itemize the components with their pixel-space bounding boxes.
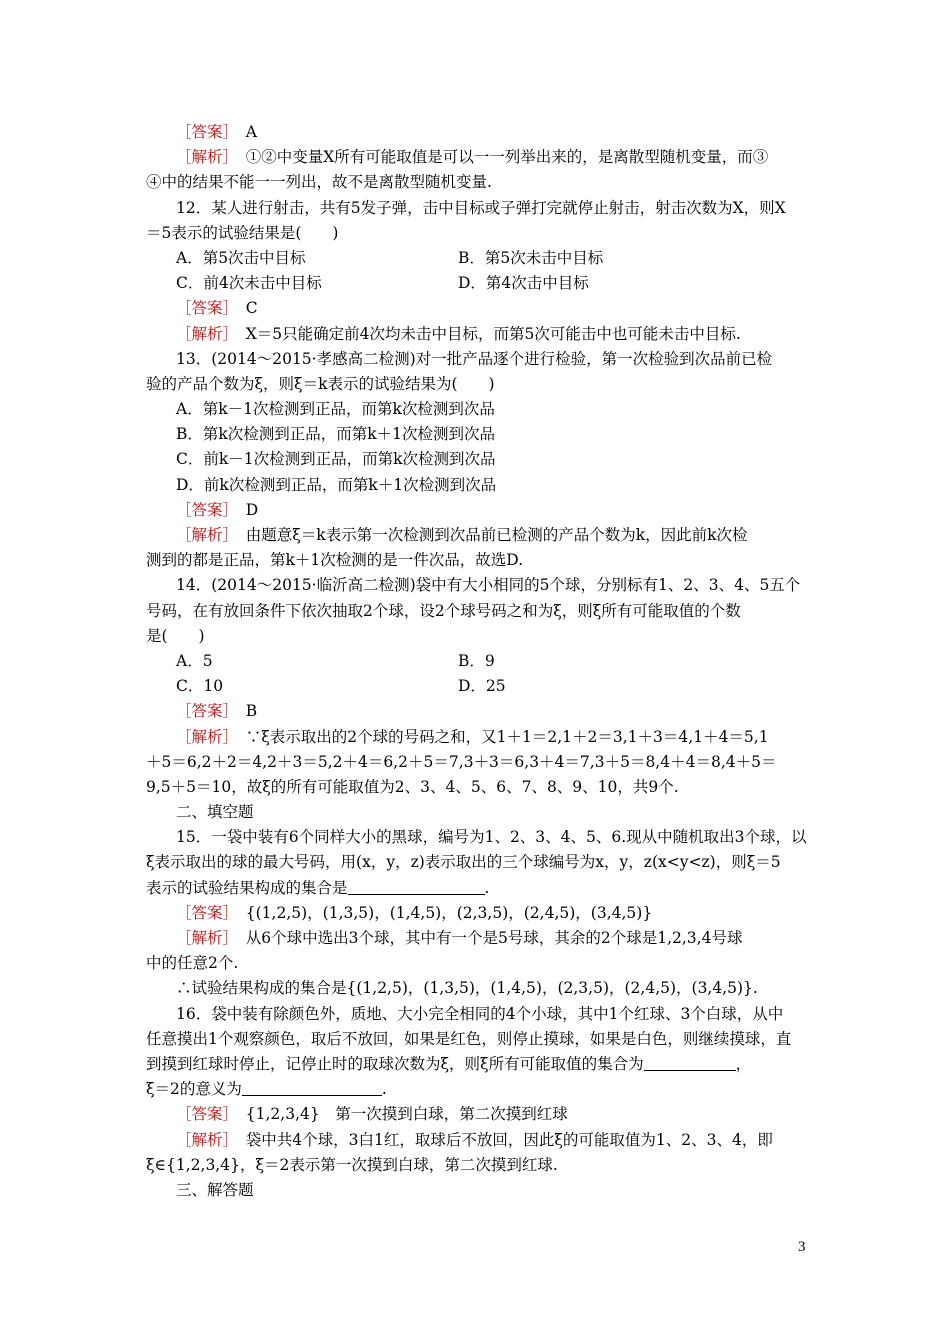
text-line [146, 372, 810, 397]
text-line [146, 170, 810, 195]
line-text: ①②中变量X所有可能取值是可以一一列举出来的，是离散型随机变量，而③ [230, 148, 769, 167]
text-line [146, 1027, 810, 1052]
q15-answer-blank [348, 878, 485, 895]
line-text: B [230, 702, 258, 721]
line-text: C．前k－1次检测到正品，而第k次检测到次品 [176, 450, 496, 469]
text-line [146, 699, 810, 724]
text-line [146, 120, 810, 145]
text-line [146, 1002, 810, 1027]
text-line [146, 1128, 810, 1153]
label-tag: ［解析］ [176, 727, 231, 746]
text-line [146, 800, 810, 825]
label-tag: ［答案］ [176, 299, 231, 318]
text-line [146, 624, 810, 649]
option-row [146, 271, 810, 296]
text-line [146, 296, 810, 321]
line-text: 验的产品个数为ξ，则ξ＝k表示的试验结果为( ) [146, 374, 495, 393]
text-line [146, 750, 810, 775]
q16-answer-blank-2 [242, 1079, 382, 1096]
text-line [146, 397, 810, 422]
line-text: 号码，在有放回条件下依次抽取2个球，设2个球号码之和为ξ，则ξ所有可能取值的个数 [146, 601, 741, 620]
q15-blank-text: 表示的试验结果构成的集合是 [146, 878, 348, 897]
option-row [146, 674, 810, 699]
option-item: B．9 [458, 651, 495, 670]
line-text: 任意摸出1个观察颜色，取后不放回，如果是红色，则停止摸球，如果是白色，则继续摸球，直 [146, 1029, 792, 1048]
label-tag: ［解析］ [176, 148, 231, 167]
label-tag: ［解析］ [176, 526, 231, 544]
line-text: ④中的结果不能一一列出，故不是离散型随机变量. [146, 173, 492, 192]
line-text: 9,5＋5＝10，故ξ的所有可能取值为2、3、4、5、6、7、8、9、10，共9个. [146, 777, 679, 796]
text-line [146, 850, 810, 875]
label-tag: ［解析］ [176, 929, 231, 947]
label-tag: ［答案］ [176, 702, 231, 721]
text-line [146, 599, 810, 624]
q16-blank-line-1: 到摸到红球时停止，记停止时的取球次数为ξ，则ξ所有可能取值的集合为 ， [146, 1054, 752, 1073]
text-line [146, 447, 810, 472]
block-q15-q16 [146, 901, 810, 1052]
option-item: A．5 [176, 651, 213, 670]
text-line [146, 347, 810, 372]
text-line [146, 1102, 810, 1127]
text-line [146, 976, 810, 1001]
line-text: C [230, 299, 258, 318]
option-item: C．10 [176, 677, 224, 696]
option-row [146, 649, 810, 674]
line-text: 15．一袋中装有6个同样大小的黑球，编号为1、2、3、4、5、6.现从中随机取出3个球，以 [176, 828, 807, 847]
text-line [146, 825, 810, 850]
label-tag: ［解析］ [176, 1130, 231, 1149]
label-tag: ［答案］ [176, 500, 231, 519]
line-text: 三、解答题 [176, 1180, 254, 1199]
text-line [146, 221, 810, 246]
line-text: 由题意ξ＝k表示第一次检测到次品前已检测的产品个数为k，因此前k次检 [230, 526, 748, 544]
text-line [146, 422, 810, 447]
line-text: ξ∈{1,2,3,4}，ξ＝2表示第一次摸到白球，第二次摸到红球. [146, 1155, 558, 1174]
option-item: D．第4次击中目标 [458, 274, 589, 293]
q14-options [146, 649, 810, 699]
line-text: 中的任意2个. [146, 954, 239, 973]
line-text: ＝5表示的试验结果是( ) [146, 223, 339, 242]
line-text: {(1,2,5)，(1,3,5)，(1,4,5)，(2,3,5)，(2,4,5)，(3,4,5)} [230, 903, 653, 922]
text-line [146, 926, 810, 951]
text-line [146, 498, 810, 523]
line-text: X＝5只能确定前4次均未击中目标，而第5次可能击中也可能未击中目标. [230, 324, 741, 343]
text-line [146, 322, 810, 347]
text-line [146, 473, 810, 498]
text-line [146, 548, 810, 573]
line-text: D [230, 500, 259, 519]
label-tag: ［答案］ [176, 1105, 231, 1124]
option-row [146, 246, 810, 271]
line-text: ∵ξ表示取出的2个球的号码之和，又1＋1＝2,1＋2＝3,1＋3＝4,1＋4＝5,1 [230, 727, 769, 746]
line-text: A．第k－1次检测到正品，而第k次检测到次品 [176, 400, 495, 419]
q16-blank-line-2: ξ＝2的意义为 . [146, 1080, 387, 1099]
q15-blank-line: 表示的试验结果构成的集合是 . [146, 878, 490, 897]
option-item: D．25 [458, 677, 506, 696]
q16-answer-blank-1 [644, 1054, 736, 1071]
text-line [146, 775, 810, 800]
option-item: A．第5次击中目标 [176, 248, 306, 267]
label-tag: ［解析］ [176, 324, 231, 343]
line-text: D．前k次检测到正品，而第k＋1次检测到次品 [176, 475, 497, 494]
text-line [146, 725, 810, 750]
text-line [146, 523, 810, 548]
line-text: 测到的都是正品，第k＋1次检测的是一件次品，故选D. [146, 551, 524, 570]
line-text: B．第k次检测到正品，而第k＋1次检测到次品 [176, 425, 496, 444]
option-item: B．第5次未击中目标 [458, 248, 604, 267]
block-q12-q14 [146, 296, 810, 649]
line-text: 从6个球中选出3个球，其中有一个是5号球，其余的2个球是1,2,3,4号球 [230, 929, 743, 947]
line-text: 二、填空题 [176, 803, 254, 822]
text-line [146, 1178, 810, 1203]
text-line [146, 196, 810, 221]
line-text: ξ表示取出的球的最大号码，用(x，y，z)表示取出的三个球编号为x，y，z(x<y<z)，则ξ＝5 [146, 853, 781, 872]
text-line [146, 901, 810, 926]
block-q16-tail [146, 1102, 810, 1203]
text-line [146, 1153, 810, 1178]
text-line [146, 573, 810, 598]
line-text: 14．(2014～2015·临沂高二检测)袋中有大小相同的5个球，分别标有1、2、3、4、5五个 [176, 576, 801, 595]
line-text: 是( ) [146, 626, 205, 645]
text-line [146, 951, 810, 976]
line-text: 袋中共4个球，3白1红，取球后不放回，因此ξ的可能取值为1、2、3、4，即 [230, 1130, 773, 1149]
q12-options [146, 246, 810, 296]
line-text: 13．(2014～2015·孝感高二检测)对一批产品逐个进行检验，第一次检验到次品前已检 [176, 349, 773, 368]
block-q11-tail [146, 120, 810, 246]
page-number: 3 [798, 1239, 806, 1255]
block-q14-q15 [146, 699, 810, 875]
line-text: A [230, 123, 257, 141]
line-text: ＋5＝6,2＋2＝4,2＋3＝5,2＋4＝6,2＋5＝7,3＋3＝6,3＋4＝7,3＋5＝8,4＋4＝8,4＋5＝ [146, 752, 777, 771]
label-tag: ［答案］ [176, 903, 231, 922]
line-text: {1,2,3,4} 第一次摸到白球，第二次摸到红球 [230, 1105, 568, 1124]
option-item: C．前4次未击中目标 [176, 274, 322, 293]
label-tag: ［答案］ [176, 123, 231, 141]
line-text: ∴试验结果构成的集合是{(1,2,5)，(1,3,5)，(1,4,5)，(2,3,5)，(2,4,5)，(3,4,5)}. [176, 979, 758, 998]
line-text: 16．袋中装有除颜色外，质地、大小完全相同的4个小球，其中1个红球、3个白球，从中 [176, 1004, 784, 1023]
page-content [146, 120, 810, 1203]
line-text: 12．某人进行射击，共有5发子弹，击中目标或子弹打完就停止射击，射击次数为X，则X [176, 198, 786, 217]
text-line [146, 145, 810, 170]
